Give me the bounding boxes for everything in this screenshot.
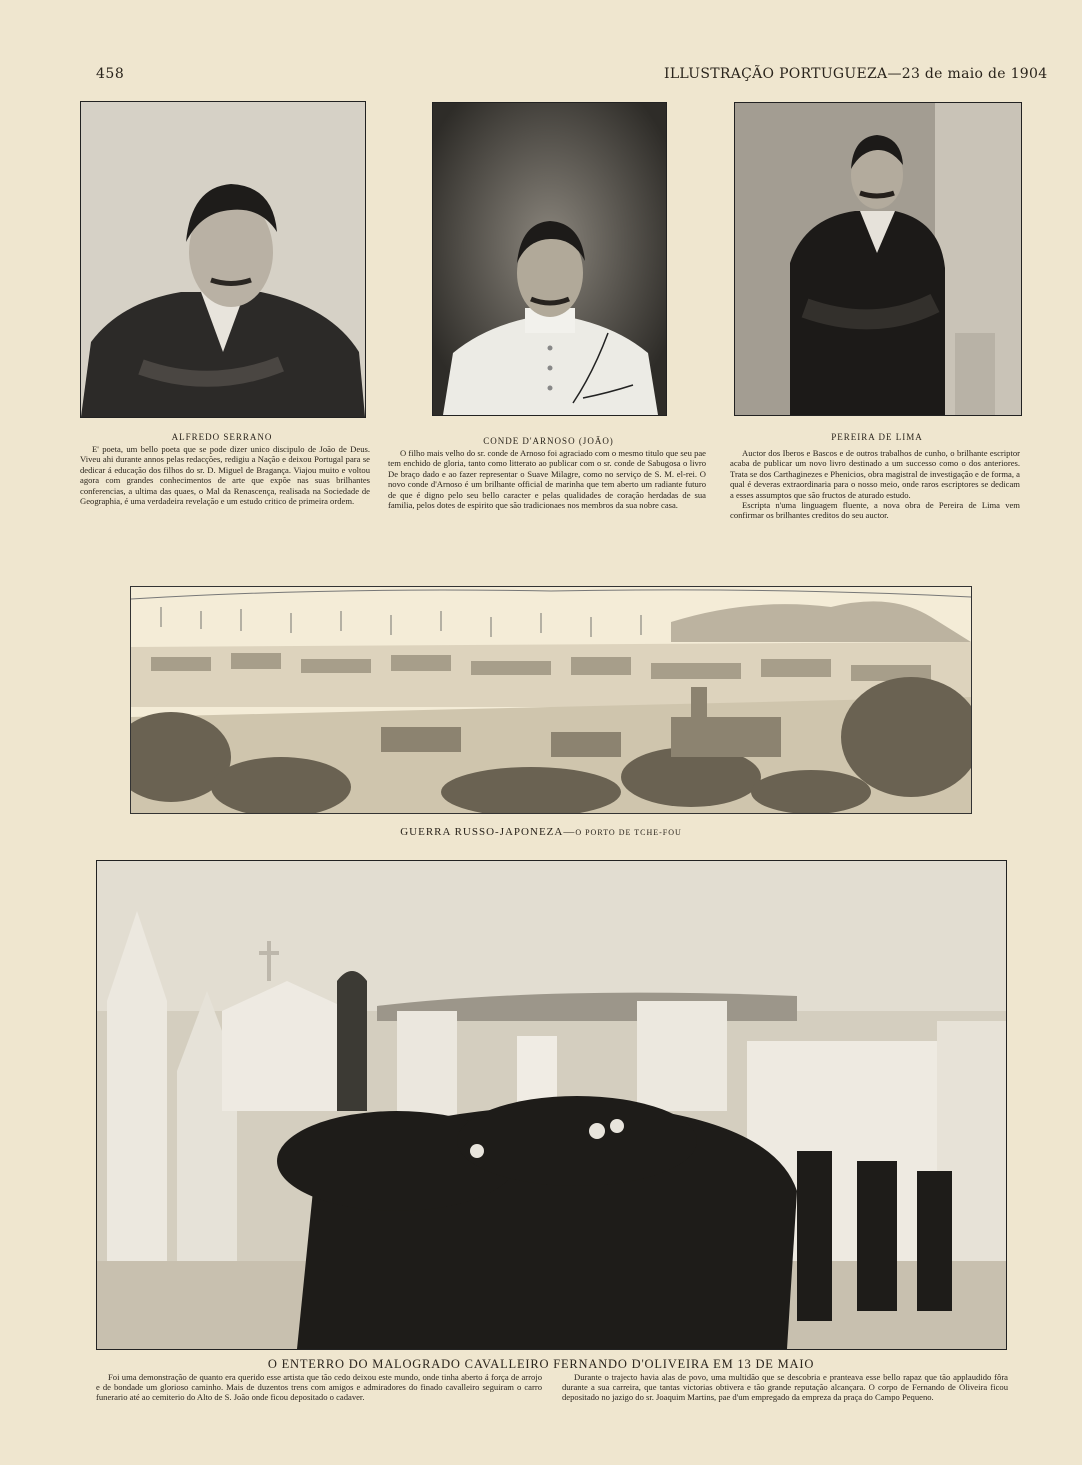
publication-header: ILLUSTRAÇÃO PORTUGUEZA—23 de maio de 1904 bbox=[664, 66, 1048, 82]
portrait-photo-pereira-de-lima bbox=[734, 102, 1022, 416]
funeral-photo bbox=[96, 860, 1007, 1350]
paragraph: Escripta n'uma linguagem fluente, a nova obra de Pereira de Lima vem confirmar os brilhantes creditos do seu auctor. bbox=[730, 500, 1020, 521]
funeral-title: O ENTERRO DO MALOGRADO CAVALLEIRO FERNANDO D'OLIVEIRA EM 13 DE MAIO bbox=[267, 1357, 815, 1371]
caption-text-pereira-de-lima bbox=[730, 448, 1020, 521]
paragraph: O filho mais velho do sr. conde de Arnoso foi agraciado com o mesmo titulo que seu pae tem enchido de gloria, tanto como litterato ao publicar com o sr. conde de Sabugosa o livro De braço dado e ao fazer representar o Suave Milagre, como no serviço de S. M. el-rei. O novo conde d'Arnoso é um brilhante official de marinha que tem aberto um radiante futuro de que é digno pelo seu bello caracter e pelas qualidades de coração herdadas de sua familia, pelos dotes de espirito que são tradicionaes nos membros da sua nobre casa. bbox=[388, 448, 706, 511]
war-caption-sub: O PORTO DE TCHE-FOU bbox=[575, 828, 682, 837]
paragraph: Auctor dos Iberos e Bascos e de outros trabalhos de cunho, o brilhante escriptor acaba de publicar um novo livro destinado a um successo como o dos anteriores. Trata se dos Carthaginezes e Phenicios, obra magistral de investigação e de forma, a qual é deveras extraordinaria para o nosso meio, onde raros escriptores se dedicam a esses assumptos que são fructos de aturado estudo. bbox=[730, 448, 1020, 500]
page-number: 458 bbox=[96, 66, 125, 82]
portrait-photo-conde-arnoso bbox=[432, 102, 667, 416]
engraving-port-tche-fou bbox=[130, 586, 972, 814]
war-caption-main: GUERRA RUSSO-JAPONEZA— bbox=[400, 826, 576, 838]
caption-title-alfredo-serrano: ALFREDO SERRANO bbox=[171, 432, 273, 442]
paragraph: Durante o trajecto havia alas de povo, uma multidão que se descobria e pranteava esse bello rapaz que tão applaudido fôra durante a sua carreira, que tantas victorias obtivera e tão grande reputação alcançara. O corpo de Fernando de Oliveira ficou depositado no jazigo do sr. Joaquim Martins, pae d'um empregado da empreza da praça do Campo Pequeno. bbox=[562, 1372, 1008, 1403]
caption-text-alfredo-serrano bbox=[80, 444, 370, 506]
caption-text-conde-arnoso bbox=[388, 448, 706, 510]
funeral-text-right bbox=[562, 1372, 1008, 1403]
paragraph: E' poeta, um bello poeta que se pode dizer unico discipulo de João de Deus. Viveu ahi durante annos pelas redacções, redigiu a Nação e deixou Portugal para se dedicar á educação dos filhos do sr. D. Miguel de Bragança. Viajou muito e voltou agora com grandes conhecimentos de arte que expõe nas suas brilhantes conferencias, a ultima das quaes, o Mal da Renascença, realisada na Sociedade de Geographia, é uma verdadeira revelação e um estudo critico de primeira ordem. bbox=[80, 444, 370, 507]
funeral-text-left bbox=[96, 1372, 542, 1403]
paragraph: Foi uma demonstração de quanto era querido esse artista que tão cedo deixou este mundo, onde tinha aberto á força de arrojo e de bondade um glorioso caminho. Mais de duzentos trens com amigos e admiradores do finado cavalleiro seguiram o carro funerario até ao cemiterio do Alto de S. João onde ficou depositado o cadaver. bbox=[96, 1372, 542, 1403]
caption-title-conde-arnoso: CONDE D'ARNOSO (JOÃO) bbox=[483, 436, 614, 446]
portrait-photo-alfredo-serrano bbox=[80, 101, 366, 418]
caption-title-pereira-de-lima: PEREIRA DE LIMA bbox=[831, 432, 923, 442]
war-caption bbox=[0, 826, 1082, 838]
